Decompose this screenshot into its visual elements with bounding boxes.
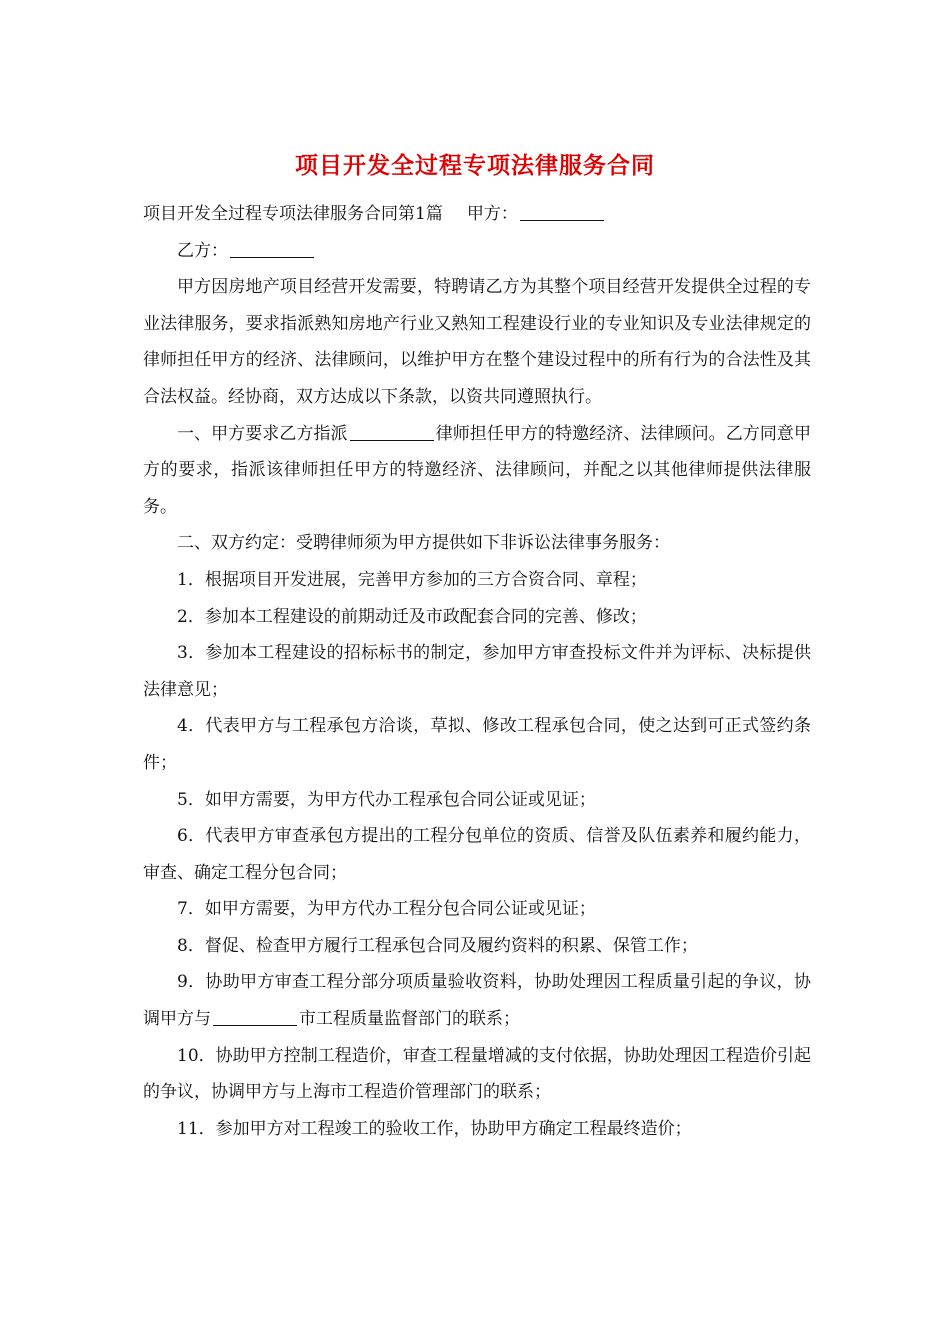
- list-item: 11．参加甲方对工程竣工的验收工作，协助甲方确定工程最终造价；: [177, 1118, 692, 1139]
- list-item: 1．根据项目开发进展，完善甲方参加的三方合资合同、章程；: [177, 569, 647, 590]
- paragraph-preamble: 甲方因房地产项目经营开发需要，特聘请乙方为其整个项目经营开发提供全过程的专业法律服务，要求指派熟知房地产行业又熟知工程建设行业的专业知识及专业法律规定的律师担任甲方的经济、法律顾问，以维护甲方在整个建设过程中的所有行为的合法性及其合法权益。经协商，双方达成以下条款，以资共同遵照执行。: [143, 277, 811, 407]
- lawyer-name-blank: [350, 423, 434, 441]
- paragraph-clause-2: 二、双方约定：受聘律师须为甲方提供如下非诉讼法律事务服务：: [177, 533, 670, 554]
- item-9-after: 市工程质量监督部门的联系；: [299, 1009, 520, 1030]
- list-item: 5．如甲方需要，为甲方代办工程承包合同公证或见证；: [177, 789, 596, 810]
- list-item: 7．如甲方需要，为甲方代办工程分包合同公证或见证；: [177, 899, 596, 920]
- party-a-label: 甲方：: [466, 204, 518, 224]
- list-item: 6．代表甲方审查承包方提出的工程分包单位的资质、信誉及队伍素养和履约能力，审查、确定工程分包合同；: [143, 826, 811, 883]
- clause-1-after: 律师担任甲方的特邀经济、法律顾问。乙方同意甲方的要求，指派该律师担任甲方的特邀经济、法律顾问，并配之以其他律师提供法律服务。: [143, 423, 811, 517]
- city-blank: [213, 1008, 297, 1026]
- list-item: 3．参加本工程建设的招标标书的制定，参加甲方审查投标文件并为评标、决标提供法律意见；: [143, 643, 811, 700]
- party-b-blank: [230, 240, 314, 258]
- party-a-blank: [520, 203, 604, 221]
- list-item: 4．代表甲方与工程承包方洽谈，草拟、修改工程承包合同，使之达到可正式签约条件；: [143, 716, 811, 773]
- list-item: 10．协助甲方控制工程造价，审查工程量增减的支付依据，协助处理因工程造价引起的争议，协调甲方与上海市工程造价管理部门的联系；: [143, 1045, 811, 1103]
- item-9-before: 9．协助甲方审查工程分部分项质量验收资料，协助处理因工程质量引起的争议，协调甲方与: [143, 972, 811, 1030]
- party-b-label: 乙方：: [177, 240, 228, 261]
- list-item: 8．督促、检查甲方履行工程承包合同及履约资料的积累、保管工作；: [177, 935, 698, 956]
- list-item: 2．参加本工程建设的前期动迁及市政配套合同的完善、修改；: [177, 606, 647, 627]
- party-b-line: [143, 233, 811, 270]
- intro-line: [143, 196, 811, 233]
- paragraph-clause-1: [143, 416, 811, 526]
- clause-1-before: 一、甲方要求乙方指派: [177, 423, 348, 444]
- document-title: 项目开发全过程专项法律服务合同: [295, 152, 655, 179]
- list-item: [143, 964, 811, 1037]
- intro-label: 项目开发全过程专项法律服务合同第1篇: [143, 204, 443, 224]
- document-body: [143, 196, 811, 1147]
